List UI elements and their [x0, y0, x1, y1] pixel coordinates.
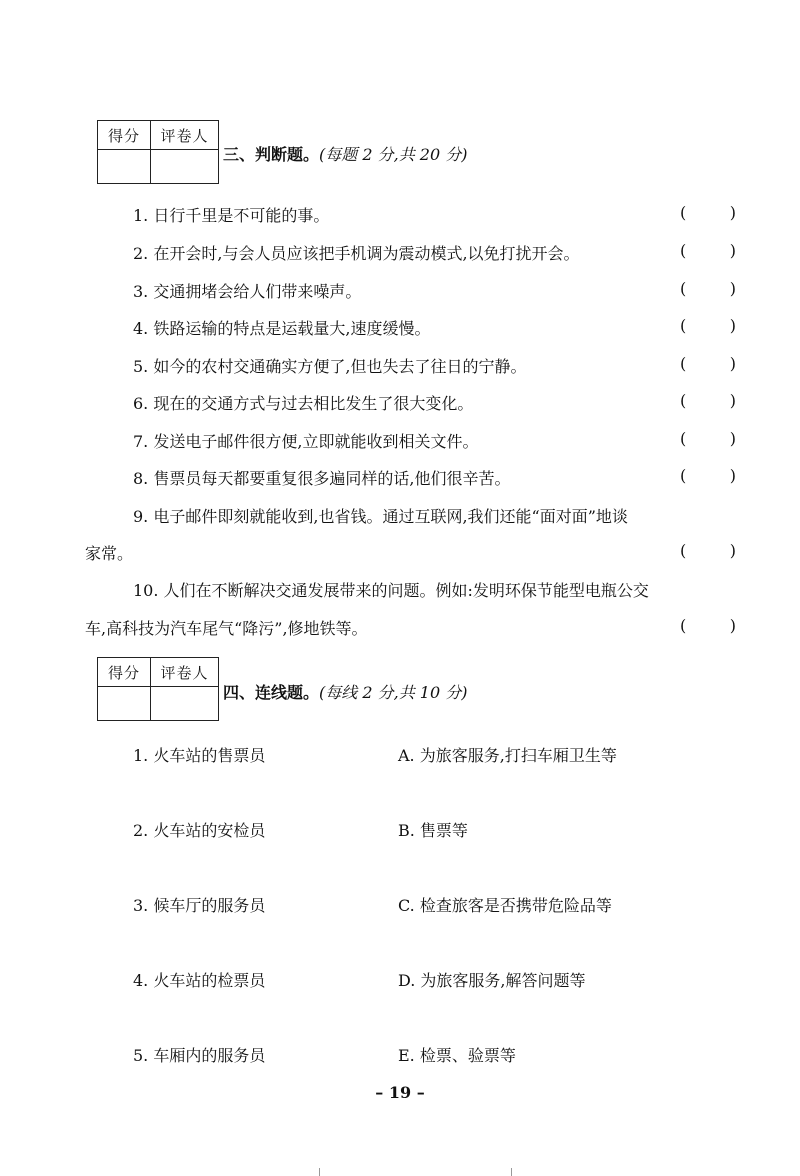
score-header: 得分 — [98, 121, 151, 150]
grader-header: 评卷人 — [151, 658, 218, 687]
match-right-item-c[interactable]: C. 检查旅客是否携带危险品等 — [398, 896, 612, 915]
scan-tick-left — [319, 1168, 320, 1176]
match-left-item-5[interactable]: 5. 车厢内的服务员 — [133, 1046, 266, 1065]
section3-note: (每题 2 分,共 20 分) — [319, 145, 468, 164]
judge-question-3: 3. 交通拥堵会给人们带来噪声。 — [133, 282, 362, 301]
grader-header: 评卷人 — [151, 121, 218, 150]
answer-paren-6[interactable]: ( ) — [680, 391, 736, 410]
judge-question-2: 2. 在开会时,与会人员应该把手机调为震动模式,以免打扰开会。 — [133, 244, 580, 263]
match-right-item-d[interactable]: D. 为旅客服务,解答问题等 — [398, 971, 586, 990]
score-cell[interactable] — [98, 687, 151, 720]
section3-heading: 三、判断题。 — [223, 145, 320, 164]
judge-question-1: 1. 日行千里是不可能的事。 — [133, 206, 330, 225]
answer-paren-2[interactable]: ( ) — [680, 241, 736, 260]
judge-question-8: 8. 售票员每天都要重复很多遍同样的话,他们很辛苦。 — [133, 469, 511, 488]
scan-tick-right — [511, 1168, 512, 1176]
match-right-item-b[interactable]: B. 售票等 — [398, 821, 468, 840]
answer-paren-3[interactable]: ( ) — [680, 279, 736, 298]
section4-note: (每线 2 分,共 10 分) — [319, 683, 468, 702]
judge-question-4: 4. 铁路运输的特点是运载量大,速度缓慢。 — [133, 319, 431, 338]
score-header: 得分 — [98, 658, 151, 687]
answer-paren-4[interactable]: ( ) — [680, 316, 736, 335]
answer-paren-10[interactable]: ( ) — [680, 616, 736, 635]
judge-question-10-line2: 车,高科技为汽车尾气“降污”,修地铁等。 — [85, 619, 368, 638]
judge-question-5: 5. 如今的农村交通确实方便了,但也失去了往日的宁静。 — [133, 357, 527, 376]
judge-question-9-line2: 家常。 — [85, 544, 134, 563]
score-box-section3 — [97, 120, 219, 184]
score-cell[interactable] — [98, 150, 151, 183]
section4-title — [223, 680, 467, 703]
grader-cell[interactable] — [151, 687, 218, 720]
match-left-item-3[interactable]: 3. 候车厅的服务员 — [133, 896, 266, 915]
answer-paren-1[interactable]: ( ) — [680, 203, 736, 222]
match-right-item-a[interactable]: A. 为旅客服务,打扫车厢卫生等 — [398, 746, 617, 765]
judge-question-7: 7. 发送电子邮件很方便,立即就能收到相关文件。 — [133, 432, 479, 451]
answer-paren-5[interactable]: ( ) — [680, 354, 736, 373]
section4-heading: 四、连线题。 — [223, 683, 320, 702]
page-number: – 19 – — [375, 1083, 425, 1102]
judge-question-9-line1: 9. 电子邮件即刻就能收到,也省钱。通过互联网,我们还能“面对面”地谈 — [133, 507, 628, 526]
score-box-section4 — [97, 657, 219, 721]
match-left-item-4[interactable]: 4. 火车站的检票员 — [133, 971, 266, 990]
match-right-item-e[interactable]: E. 检票、验票等 — [398, 1046, 516, 1065]
answer-paren-7[interactable]: ( ) — [680, 429, 736, 448]
match-left-item-2[interactable]: 2. 火车站的安检员 — [133, 821, 266, 840]
answer-paren-9[interactable]: ( ) — [680, 541, 736, 560]
section3-title — [223, 142, 467, 165]
match-left-item-1[interactable]: 1. 火车站的售票员 — [133, 746, 266, 765]
judge-question-6: 6. 现在的交通方式与过去相比发生了很大变化。 — [133, 394, 474, 413]
grader-cell[interactable] — [151, 150, 218, 183]
judge-question-10-line1: 10. 人们在不断解决交通发展带来的问题。例如:发明环保节能型电瓶公交 — [133, 581, 649, 600]
answer-paren-8[interactable]: ( ) — [680, 466, 736, 485]
